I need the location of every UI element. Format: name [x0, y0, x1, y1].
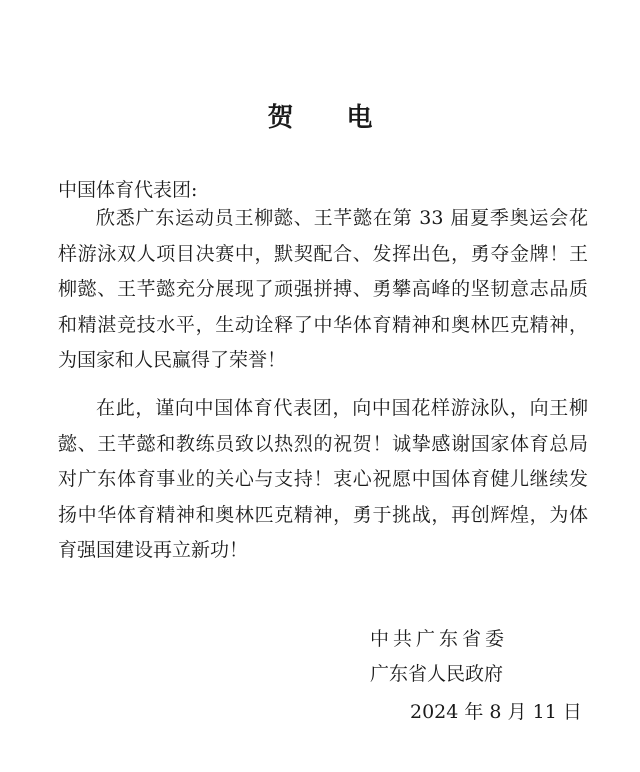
body-paragraph-1: 欣悉广东运动员王柳懿、王芊懿在第 33 届夏季奥运会花样游泳双人项目决赛中，默契配合、发挥出色，勇夺金牌！王柳懿、王芊懿充分展现了顽强拼搏、勇攀高峰的坚韧意志品质和精湛竞技水平，生动诠释了中华体育精神和奥林匹克精神，为国家和人民赢得了荣誉！: [58, 207, 588, 371]
signature-organization-government: 广东省人民政府: [370, 663, 504, 685]
signature-organization-party-committee: 中共广东省委: [370, 628, 509, 650]
salutation: 中国体育代表团:: [58, 179, 198, 201]
body-paragraph-2: 在此，谨向中国体育代表团，向中国花样游泳队，向王柳懿、王芊懿和教练员致以热烈的祝贺！诚挚感谢国家体育总局对广东体育事业的关心与支持！衷心祝愿中国体育健儿继续发扬中华体育精神和奥林匹克精神，勇于挑战，再创辉煌，为体育强国建设再立新功！: [58, 397, 588, 561]
document-title: 贺 电: [267, 103, 395, 133]
signature-date: 2024 年 8 月 11 日: [410, 701, 582, 723]
